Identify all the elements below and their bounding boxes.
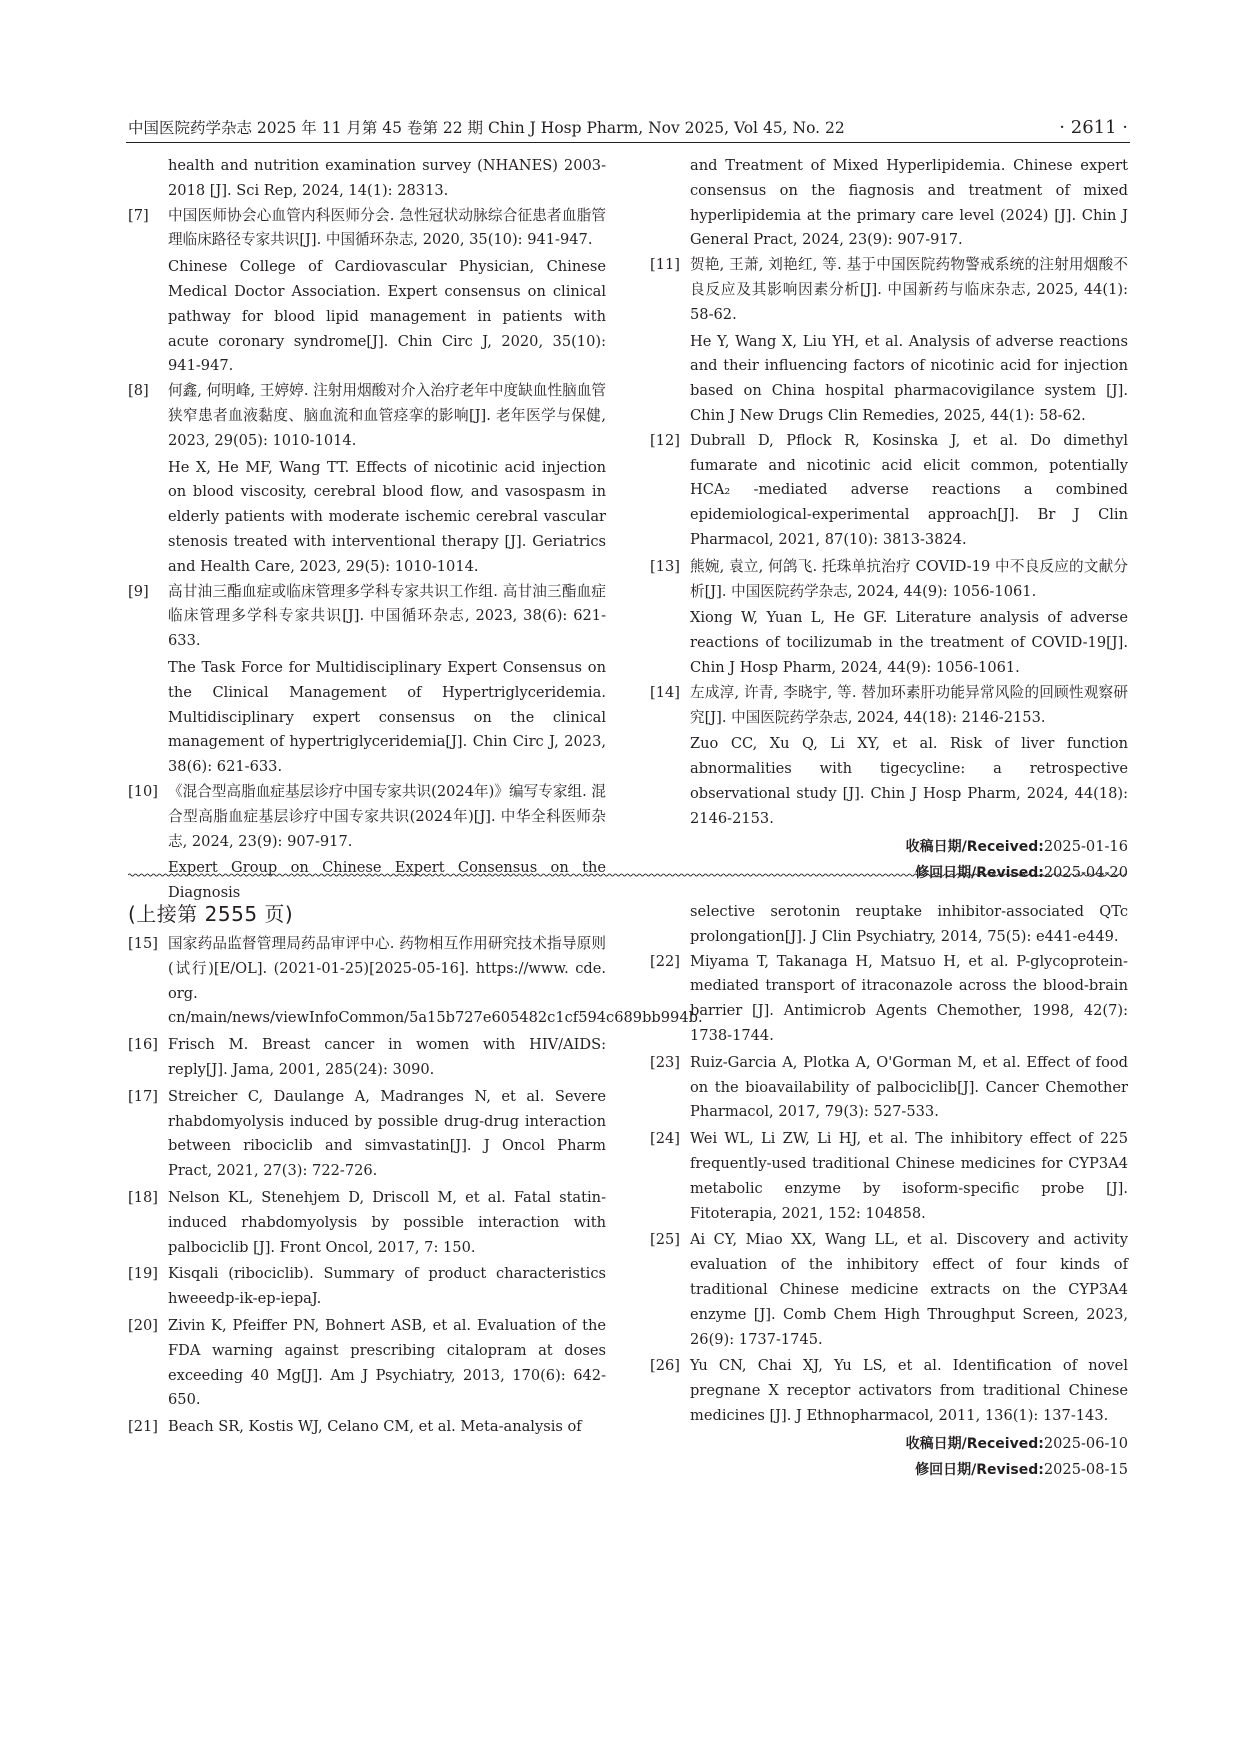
reference-text: Frisch M. Breast cancer in women with HIV/AIDS: reply[J]. Jama, 2001, 285(24): 3090. [168,1036,606,1078]
reference-number: [13] [650,557,680,575]
reference-text: Streicher C, Daulange A, Madranges N, et al. Severe rhabdomyolysis induced by possible drug-drug interaction between ribociclib and simvastatin[J]. J Oncol Pharm Pract, 2021, 27(3): 722-726. [168,1087,606,1180]
received-date [650,1431,1128,1457]
reference-number: [19] [128,1265,158,1283]
revised-label: 修回日期/Revised: [915,864,1044,881]
reference-translation: He X, He MF, Wang TT. Effects of nicotinic acid injection on blood viscosity, cerebral blood flow, and vasospasm in elderly patients with moderate ischemic cerebral vascular stenosis treated with interventional therapy [J]. Geriatrics and Health Care, 2023, 29(5): 1010-1014. [168,458,606,575]
reference-number: [20] [128,1316,158,1334]
header-rule [126,142,1130,143]
reference-number: [10] [128,782,158,800]
reference-number: [8] [128,382,149,400]
reference-translation: Xiong W, Yuan L, He GF. Literature analysis of adverse reactions of tocilizumab in the treatment of COVID-19[J]. Chin J Hosp Pharm, 2024, 44(9): 1056-1061. [690,609,1128,676]
article-dates [650,1431,1128,1483]
reference-item [650,1228,1128,1352]
reference-number: [25] [650,1231,680,1249]
reference-continuation: health and nutrition examination survey (NHANES) 2003-2018 [J]. Sci Rep, 2024, 14(1): 28313. [168,157,606,199]
reference-item [650,1354,1128,1428]
reference-text: 何鑫, 何明峰, 王婷婷. 注射用烟酸对介入治疗老年中度缺血性脑血管狭窄患者血液黏度、脑血流和血管痉挛的影响[J]. 老年医学与保健, 2023, 29(05): 1010-1014. [168,382,606,449]
revised-value: 2025-08-15 [1043,1460,1128,1478]
wavy-divider-line [128,870,1126,880]
page-number: · 2611 · [1059,117,1128,138]
reference-number: [15] [128,935,158,952]
reference-number: [7] [128,206,149,224]
reference-text: 熊婉, 袁立, 何鸽飞. 托珠单抗治疗 COVID-19 中不良反应的文献分析[J]. 中国医院药学杂志, 2024, 44(9): 1056-1061. [690,557,1128,600]
running-title: 中国医院药学杂志 2025 年 11 月第 45 卷第 22 期 Chin J Hosp Pharm, Nov 2025, Vol 45, No. 22 [128,119,845,137]
reference-text: Yu CN, Chai XJ, Yu LS, et al. Identification of novel pregnane X receptor activators from traditional Chinese medicines [J]. J Ethnopharmacol, 2011, 136(1): 137-143. [690,1357,1128,1424]
reference-text: 中国医师协会心血管内科医师分会. 急性冠状动脉综合征患者血脂管理临床路径专家共识[J]. 中国循环杂志, 2020, 35(10): 941-947. [168,206,606,249]
reference-translation: Zuo CC, Xu Q, Li XY, et al. Risk of liver function abnormalities with tigecycline: a retrospective observational study [J]. Chin J Hosp Pharm, 2024, 44(18): 2146-2153. [690,735,1128,827]
reference-number: [12] [650,431,680,449]
reference-item [650,1051,1128,1125]
reference-text: Nelson KL, Stenehjem D, Driscoll M, et al. Fatal statin-induced rhabdomyolysis by possible interaction with palbociclib [J]. Front Oncol, 2017, 7: 150. [168,1188,606,1256]
reference-item [128,1033,606,1083]
reference-text: Miyama T, Takanaga H, Matsuo H, et al. P-glycoprotein-mediated transport of itraconazole across the blood-brain barrier [J]. Antimicrob Agents Chemother, 1998, 42(7): 1738-1744. [690,952,1128,1044]
reference-text: 高甘油三酯血症或临床管理多学科专家共识工作组. 高甘油三酯血症临床管理多学科专家共识[J]. 中国循环杂志, 2023, 38(6): 621-633. [168,582,606,650]
reference-text: 国家药品监督管理局药品审评中心. 药物相互作用研究技术指导原则(试行)[E/OL]. (2021-01-25)[2025-05-16]. https://www. cde. org. cn/main/news/viewInfoCommon/5a15b727e605482c1cf594c689bb994b. [168,935,703,1027]
reference-number: [17] [128,1087,158,1105]
reference-item [128,204,606,254]
reference-text: Wei WL, Li ZW, Li HJ, et al. The inhibitory effect of 225 frequently-used traditional Chinese medicines for CYP3A4 metabolic enzyme by isoform-specific probe [J]. Fitoterapia, 2021, 152: 104858. [690,1130,1128,1222]
reference-number: [21] [128,1418,158,1436]
revised-date [650,1457,1128,1483]
reference-text: Kisqali (ribociclib). Summary of product characteristics hweeedp-ik-ep-iepaJ. [168,1265,606,1308]
references-bottom-right [650,900,1128,1483]
reference-item [650,253,1128,327]
reference-item [128,1085,606,1184]
received-label: 收稿日期/Received: [905,838,1044,855]
received-value: 2025-06-10 [1043,1434,1128,1452]
revised-label: 修回日期/Revised: [915,1461,1044,1478]
reference-item [650,950,1128,1049]
reference-number: [26] [650,1357,680,1375]
reference-text: 贺艳, 王萧, 刘艳红, 等. 基于中国医院药物警戒系统的注射用烟酸不良反应及其影响因素分析[J]. 中国新药与临床杂志, 2025, 44(1): 58-62. [690,256,1128,323]
reference-item [128,780,606,854]
reference-translation: Chinese College of Cardiovascular Physician, Chinese Medical Doctor Association. Expert consensus on clinical pathway for blood lipid management in patients with acute coronary syndrome[J]. Chin Circ J, 2020, 35(10): 941-947. [168,258,606,375]
reference-number: [23] [650,1053,680,1071]
reference-translation: The Task Force for Multidisciplinary Expert Consensus on the Clinical Management of Hypertriglyceridemia. Multidisciplinary expert consensus on the clinical management of hypertriglyceridemia[J]. Chin Circ J, 2023, 38(6): 621-633. [168,658,606,776]
reference-continuation: and Treatment of Mixed Hyperlipidemia. Chinese expert consensus on the fiagnosis and treatment of mixed hyperlipidemia at the primary care level (2024) [J]. Chin J General Pract, 2024, 23(9): 907-917. [690,157,1128,249]
reference-item [128,379,606,453]
reference-text: Ai CY, Miao XX, Wang LL, et al. Discovery and activity evaluation of the inhibitory effect of four kinds of traditional Chinese medicine extracts on the CYP3A4 enzyme [J]. Comb Chem High Throughput Screen, 2023, 26(9): 1737-1745. [690,1231,1128,1348]
reference-number: [16] [128,1036,158,1054]
reference-item [128,1262,606,1312]
received-date [650,834,1128,860]
reference-item [650,555,1128,605]
reference-item [650,1127,1128,1226]
reference-number: [9] [128,582,149,600]
received-value: 2025-01-16 [1043,837,1128,855]
reference-item [128,1415,606,1440]
reference-text: Dubrall D, Pflock R, Kosinska J, et al. Do dimethyl fumarate and nicotinic acid elicit common, potentially HCA₂ -mediated adverse reactions a combined epidemiological-experimental approach[J]. Br J Clin Pharmacol, 2021, 87(10): 3813-3824. [690,431,1128,548]
reference-text: Zivin K, Pfeiffer PN, Bohnert ASB, et al. Evaluation of the FDA warning against prescribing citalopram at doses exceeding 40 Mg[J]. Am J Psychiatry, 2013, 170(6): 642-650. [168,1316,606,1409]
reference-item [650,681,1128,731]
wavy-divider [128,870,1126,880]
reference-number: [22] [650,952,680,970]
reference-text: Beach SR, Kostis WJ, Celano CM, et al. Meta-analysis of [168,1418,582,1436]
received-label: 收稿日期/Received: [905,1435,1044,1452]
wavy-path [128,874,1126,876]
reference-number: [11] [650,256,680,274]
reference-item [128,1314,606,1413]
reference-text: 《混合型高脂血症基层诊疗中国专家共识(2024年)》编写专家组. 混合型高脂血症基层诊疗中国专家共识(2024年)[J]. 中华全科医师杂志, 2024, 23(9): 907-917. [168,782,606,850]
reference-number: [14] [650,683,680,701]
reference-item [650,429,1128,553]
reference-text: Ruiz-Garcia A, Plotka A, O'Gorman M, et al. Effect of food on the bioavailability of palbociclib[J]. Cancer Chemother Pharmacol, 2017, 79(3): 527-533. [690,1053,1128,1121]
reference-item [128,1186,606,1260]
reference-number: [18] [128,1188,158,1206]
revised-value: 2025-04-20 [1043,863,1128,881]
reference-number: [24] [650,1130,680,1148]
reference-continuation: selective serotonin reuptake inhibitor-associated QTc prolongation[J]. J Clin Psychiatry, 2014, 75(5): e441-e449. [690,903,1128,945]
reference-translation: Expert Group on Chinese Expert Consensus on the Diagnosis [168,859,606,902]
references-top-left [128,154,606,906]
references-top-right [650,154,1128,886]
reference-text: 左成淳, 许青, 李晓宇, 等. 替加环素肝功能异常风险的回顾性观察研究[J]. 中国医院药学杂志, 2024, 44(18): 2146-2153. [690,683,1128,726]
reference-item [128,580,606,654]
reference-translation: He Y, Wang X, Liu YH, et al. Analysis of adverse reactions and their influencing factors of nicotinic acid for injection based on China hospital pharmacovigilance system [J]. Chin J New Drugs Clin Remedies, 2025, 44(1): 58-62. [690,332,1128,424]
section-title: (上接第 2555 页) [128,902,294,926]
